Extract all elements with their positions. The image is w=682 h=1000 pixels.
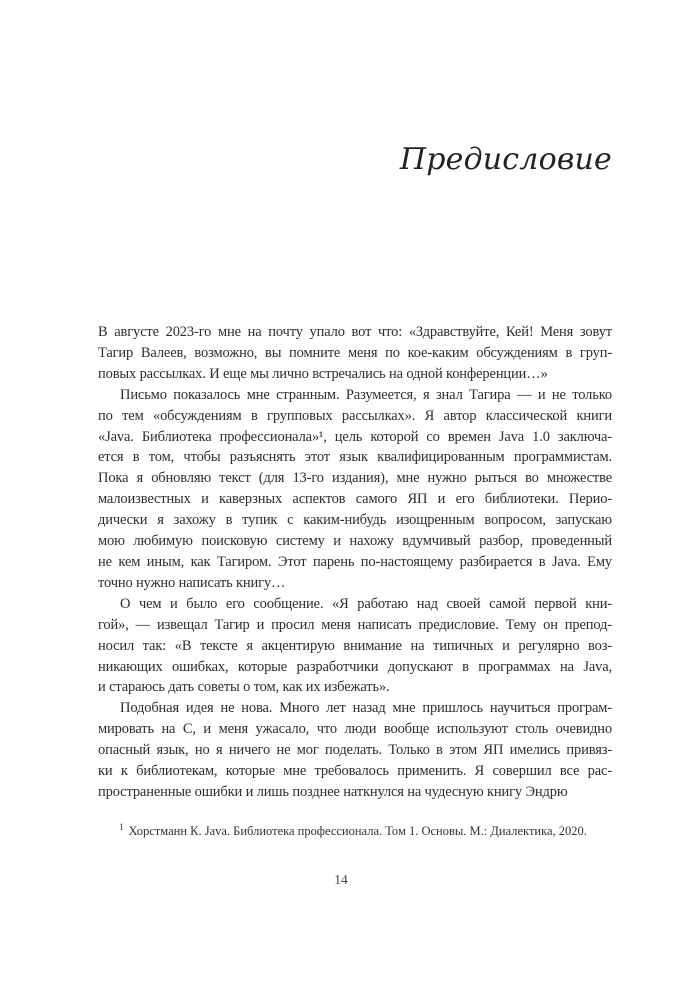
footnote-marker: 1 bbox=[119, 821, 124, 832]
paragraph bbox=[98, 322, 612, 385]
paragraph bbox=[98, 385, 612, 594]
text-line: Письмо показалось мне странным. Разумеется, я знал Тагира — и не только bbox=[120, 386, 612, 403]
chapter-title: Предисловие bbox=[399, 142, 612, 177]
text-line: опасный язык, но я ничего не мог поделать. Только в этом ЯП имелись привяз- bbox=[98, 742, 612, 759]
text-line: дически я захожу в тупик с каким-нибудь изощренным вопросом, запускаю bbox=[98, 512, 612, 529]
text-line: пространенные ошибки и лишь позднее наткнулся на чудесную книгу Эндрю bbox=[98, 783, 568, 800]
text-line: носил так: «В тексте я акцентирую внимание на типичных и регулярно воз- bbox=[98, 637, 612, 654]
text-line: Пока я обновляю текст (для 13-го издания), мне нужно рыться во множестве bbox=[98, 470, 612, 487]
text-line: точно нужно написать книгу… bbox=[98, 574, 286, 591]
body-text bbox=[98, 322, 612, 803]
text-line: Подобная идея не нова. Много лет назад мне пришлось научиться програм- bbox=[120, 700, 612, 717]
page-number: 14 bbox=[334, 872, 348, 887]
text-line: гой», — извещал Тагир и просил меня написать предисловие. Тему он препод- bbox=[98, 616, 612, 633]
text-line: малоизвестных и каверзных аспектов самого ЯП и его библиотеки. Перио- bbox=[98, 491, 612, 508]
text-line: по тем «обсуждениям в групповых рассылках». Я автор классической книги bbox=[98, 407, 612, 424]
text-line: Тагир Валеев, возможно, вы помните меня по кое-каким обсуждениям в груп- bbox=[98, 344, 612, 361]
paragraph bbox=[98, 594, 612, 699]
footnote bbox=[98, 822, 612, 841]
text-line: мировать на C, и меня ужасало, что люди вообще используют столь очевидно bbox=[98, 721, 612, 738]
text-line: «Java. Библиотека профессионала»¹, цель которой со времен Java 1.0 заключа- bbox=[98, 428, 612, 445]
text-line: не кем иным, как Тагиром. Этот парень по-настоящему разбирается в Java. Ему bbox=[98, 553, 612, 570]
text-line: повых рассылках. И еще мы лично встречались на одной конференции…» bbox=[98, 365, 548, 382]
footnote-text: Хорстманн К. Java. Библиотека профессионала. Том 1. Основы. М.: Диалектика, 2020. bbox=[128, 824, 587, 838]
text-line: ки к библиотекам, которые мне требовалось применить. Я совершил все рас- bbox=[98, 763, 612, 780]
text-line: ется в том, чтобы разъяснять этот язык квалифицированным программистам. bbox=[98, 449, 612, 466]
paragraph bbox=[98, 698, 612, 803]
text-line: и стараюсь дать советы о том, как их избежать». bbox=[98, 679, 390, 696]
text-line: В августе 2023-го мне на почту упало вот что: «Здравствуйте, Кей! Меня зовут bbox=[98, 324, 612, 340]
text-line: мою любимую поисковую систему и нахожу вдумчивый разбор, проведенный bbox=[98, 533, 612, 550]
text-line: О чем и было его сообщение. «Я работаю над своей самой первой кни- bbox=[120, 595, 612, 612]
text-line: никающих ошибках, которые разработчики допускают в программах на Java, bbox=[98, 658, 612, 675]
